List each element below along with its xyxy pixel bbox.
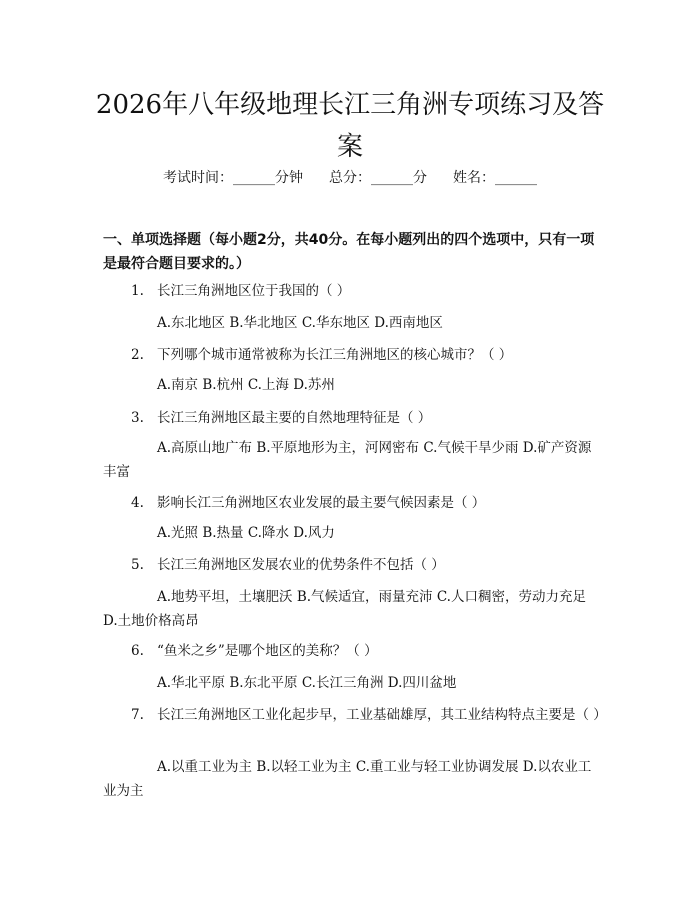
student-name-field: 姓名：______ xyxy=(453,170,537,186)
exam-time-field: 考试时间：______分钟 xyxy=(163,170,303,186)
question-2-options: A.南京 B.杭州 C.上海 D.苏州 xyxy=(157,377,335,393)
question-number: 5. xyxy=(131,557,144,573)
question-number: 4. xyxy=(131,495,144,511)
question-number: 6. xyxy=(131,643,144,659)
page-title: 2026年八年级地理长江三角洲专项练习及答案 xyxy=(95,90,605,162)
question-stem: 长江三角洲地区工业化起步早，工业基础雄厚，其工业结构特点主要是（ ） xyxy=(157,707,607,723)
section-heading: 一、单项选择题（每小题2分，共40分。在每小题列出的四个选项中，只有一项是最符合题目要求的。） xyxy=(103,232,595,272)
total-score-field: 总分：______分 xyxy=(329,170,427,186)
question-stem: 影响长江三角洲地区农业发展的最主要气候因素是（ ） xyxy=(157,495,486,511)
question-5-options: A.地势平坦，土壤肥沃 B.气候适宜，雨量充沛 C.人口稠密，劳动力充足 D.土地价格高昂 xyxy=(103,589,586,629)
question-7 xyxy=(103,704,607,726)
question-stem: “鱼米之乡”是哪个地区的美称？（ ） xyxy=(157,643,378,659)
question-1-options: A.东北地区 B.华北地区 C.华东地区 D.西南地区 xyxy=(157,315,443,331)
question-number: 2. xyxy=(131,347,144,363)
question-4-options: A.光照 B.热量 C.降水 D.风力 xyxy=(157,525,335,541)
question-2 xyxy=(103,344,603,366)
exam-info-line xyxy=(0,168,700,188)
question-4 xyxy=(103,492,603,514)
question-number: 7. xyxy=(131,707,144,723)
question-7-options: A.以重工业为主 B.以轻工业为主 C.重工业与轻工业协调发展 D.以农业工业为主 xyxy=(103,759,592,799)
question-3-options: A.高原山地广布 B.平原地形为主，河网密布 C.气候干旱少雨 D.矿产资源丰富 xyxy=(103,440,592,480)
question-6 xyxy=(103,640,603,662)
question-6-options: A.华北平原 B.东北平原 C.长江三角洲 D.四川盆地 xyxy=(157,675,457,691)
question-stem: 长江三角洲地区位于我国的（ ） xyxy=(157,283,351,299)
question-5 xyxy=(103,554,603,576)
question-3 xyxy=(103,407,603,429)
question-stem: 下列哪个城市通常被称为长江三角洲地区的核心城市？（ ） xyxy=(157,347,513,363)
question-stem: 长江三角洲地区发展农业的优势条件不包括（ ） xyxy=(157,557,445,573)
question-number: 3. xyxy=(131,410,144,426)
question-1 xyxy=(103,280,603,302)
question-stem: 长江三角洲地区最主要的自然地理特征是（ ） xyxy=(157,410,432,426)
question-number: 1. xyxy=(131,283,144,299)
